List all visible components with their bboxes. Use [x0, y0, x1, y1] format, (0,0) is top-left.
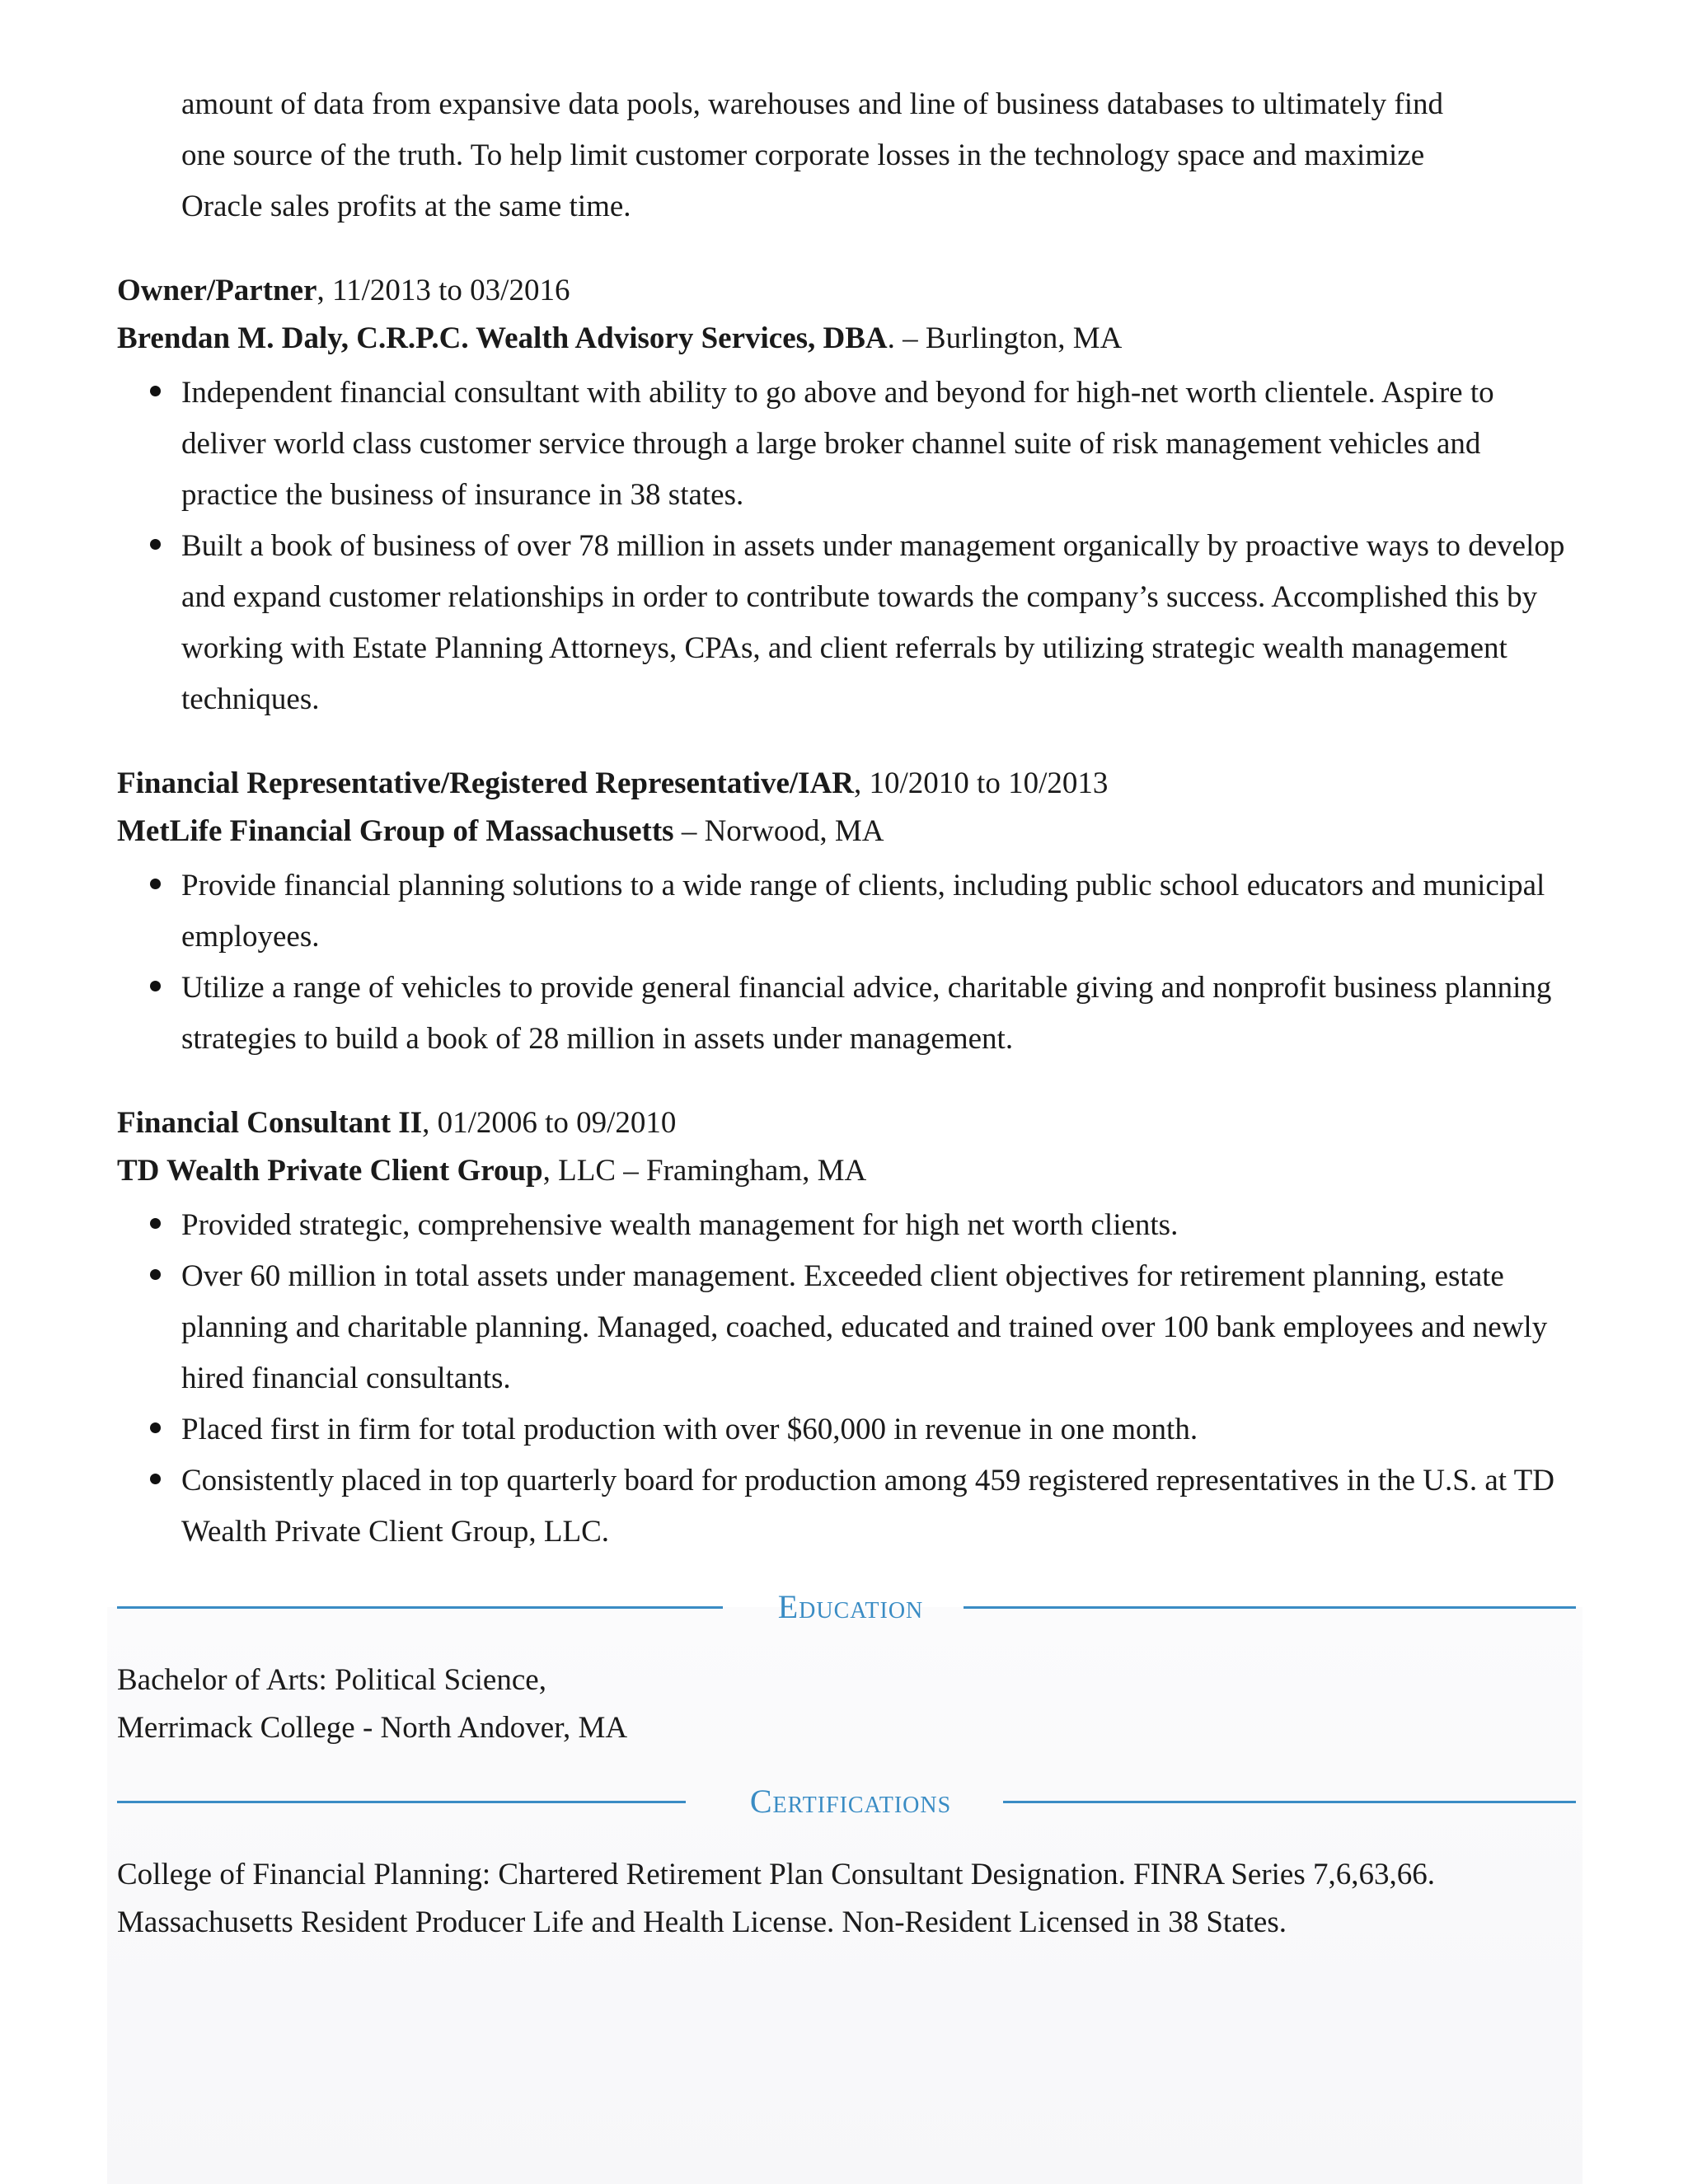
bullet-dot-icon [150, 1474, 161, 1484]
company-line [117, 1147, 1584, 1195]
job-title: Financial Consultant II [117, 1106, 423, 1140]
job-dates: , 10/2010 to 10/2013 [854, 766, 1109, 800]
job-header [117, 267, 1584, 315]
job-dates: , 01/2006 to 09/2010 [422, 1106, 677, 1140]
bullet-dot-icon [150, 1422, 161, 1433]
intro-line: Oracle sales profits at the same time. [181, 190, 631, 223]
section-title: Education [777, 1588, 924, 1625]
section-rule-right [1003, 1801, 1576, 1803]
bullet-item [117, 1404, 1584, 1455]
job-title: Financial Representative/Registered Representative/IAR [117, 766, 855, 800]
bullet-item [117, 963, 1584, 1065]
bullet-item [117, 368, 1584, 521]
job-dates: , 11/2013 to 03/2016 [316, 274, 570, 307]
job-header [117, 1099, 1584, 1147]
bullet-text: Over 60 million in total assets under management. Exceeded client objectives for retirement planning, estate planning and charitable planning. Managed, coached, educated and trained over 100 bank employees and newly hired financial consultants. [181, 1259, 1548, 1395]
job-bullets [117, 1200, 1584, 1558]
bullet-item [117, 1455, 1584, 1558]
section-title: Certifications [749, 1783, 952, 1820]
education-line: Bachelor of Arts: Political Science, [117, 1663, 546, 1697]
intro-paragraph [181, 79, 1584, 232]
bullet-item [117, 860, 1584, 963]
company-line [117, 315, 1584, 363]
job-entry [117, 760, 1584, 1065]
intro-line: one source of the truth. To help limit customer corporate losses in the technology space and maximize [181, 138, 1425, 172]
company-name: Brendan M. Daly, C.R.P.C. Wealth Advisory Services, DBA [117, 321, 888, 355]
company-line [117, 808, 1584, 855]
certification-line: College of Financial Planning: Chartered Retirement Plan Consultant Designation. FINRA Series 7,6,63,66. [117, 1858, 1436, 1891]
certification-line: Massachusetts Resident Producer Life and Health License. Non-Resident Licensed in 38 States. [117, 1905, 1287, 1939]
company-location: , LLC – Framingham, MA [542, 1154, 867, 1188]
bullet-dot-icon [150, 1269, 161, 1280]
company-location: – Norwood, MA [673, 814, 884, 848]
bullet-item [117, 521, 1584, 725]
job-bullets [117, 368, 1584, 725]
company-name: TD Wealth Private Client Group [117, 1154, 543, 1188]
section-rule-right [964, 1606, 1576, 1609]
bullet-text: Utilize a range of vehicles to provide general financial advice, charitable giving and nonprofit business planning strategies to build a book of 28 million in assets under management. [181, 971, 1552, 1056]
bullet-dot-icon [150, 386, 161, 396]
job-title: Owner/Partner [117, 274, 317, 307]
bullet-dot-icon [150, 1218, 161, 1229]
intro-line: amount of data from expansive data pools, warehouses and line of business databases to ultimately find [181, 87, 1444, 121]
job-header [117, 760, 1584, 808]
certifications-heading [117, 1777, 1584, 1826]
bullet-dot-icon [150, 981, 161, 991]
bullet-text: Independent financial consultant with ability to go above and beyond for high-net worth clientele. Aspire to deliver world class customer service through a large broker channel suite of risk management vehicles and practice the business of insurance in 38 states. [181, 376, 1494, 512]
bullet-text: Placed first in firm for total production with over $60,000 in revenue in one month. [181, 1413, 1198, 1446]
education-line: Merrimack College - North Andover, MA [117, 1711, 628, 1745]
education-heading [117, 1582, 1584, 1632]
bullet-item [117, 1251, 1584, 1404]
bullet-item [117, 1200, 1584, 1251]
job-entry [117, 267, 1584, 725]
bullet-text: Provide financial planning solutions to a wide range of clients, including public school educators and municipal employees. [181, 869, 1545, 954]
certifications-block [117, 1851, 1584, 1947]
bullet-text: Built a book of business of over 78 million in assets under management organically by proactive ways to develop and expand customer relationships in order to contribute towards the company’s success. Accomplished this by working with Estate Planning Attorneys, CPAs, and client referrals by utilizing strategic wealth management techniques. [181, 529, 1565, 716]
company-name: MetLife Financial Group of Massachusetts [117, 814, 674, 848]
bullet-dot-icon [150, 539, 161, 550]
education-block [117, 1657, 1584, 1752]
job-entry [117, 1099, 1584, 1558]
bullet-text: Provided strategic, comprehensive wealth management for high net worth clients. [181, 1208, 1179, 1242]
bullet-dot-icon [150, 879, 161, 889]
company-location: . – Burlington, MA [887, 321, 1123, 355]
resume-content [117, 79, 1584, 1947]
job-bullets [117, 860, 1584, 1065]
bullet-text: Consistently placed in top quarterly board for production among 459 registered representatives in the U.S. at TD Wealth Private Client Group, LLC. [181, 1464, 1554, 1549]
